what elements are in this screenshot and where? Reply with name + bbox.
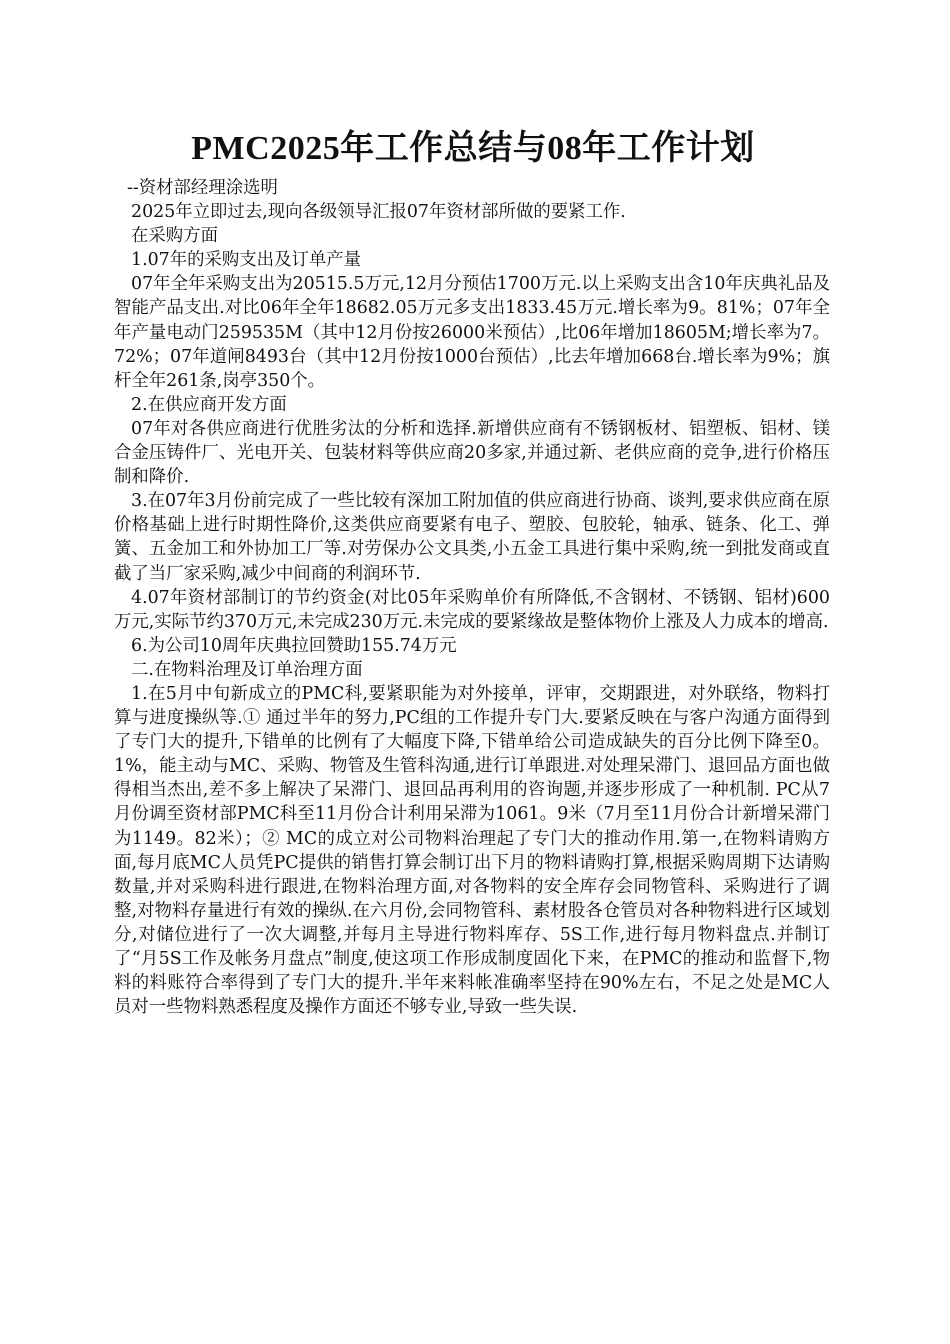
author-line: --资材部经理涂选明 (127, 178, 278, 198)
paragraph-supplier-development: 07年对各供应商进行优胜劣汰的分析和选择.新增供应商有不锈钢板材、铝塑板、铝材、镁合金压铸件厂、光电开关、包装材料等供应商20多家,并通过新、老供应商的竞争,进行价格压制和降价. (114, 418, 830, 488)
paragraph-supplier-negotiation: 3.在07年3月份前完成了一些比较有深加工附加值的供应商进行协商、谈判,要求供应商在原价格基础上进行时期性降价,这类供应商要紧有电子、塑胶、包胶轮，轴承、链条、化工、弹簧、五金加工和外协加工厂等.对劳保办公文具类,小五金工具进行集中采购,统一到批发商或直截了当厂家采购,减少中间商的利润环节. (114, 491, 830, 584)
document-body (114, 176, 830, 1019)
paragraph-intro: 2025年立即过去,现向各级领导汇报07年资材部所做的要紧工作. (131, 202, 626, 223)
subheading-procurement-spending: 1.07年的采购支出及订单产量 (131, 250, 362, 271)
section-heading-materials-management: 二.在物料治理及订单治理方面 (131, 659, 363, 680)
document-title: PMC2025年工作总结与08年工作计划 (191, 130, 755, 167)
paragraph-cost-savings: 4.07年资材部制订的节约资金(对比05年采购单价有所降低,不含钢材、不锈钢、铝材)600万元,实际节约370万元,未完成230万元.未完成的要紧缘故是整体物价上涨及人力成本的增高. (114, 587, 830, 632)
section-heading-procurement: 在采购方面 (131, 226, 218, 247)
subheading-supplier-development: 2.在供应商开发方面 (131, 394, 287, 415)
paragraph-pmc-section: 1.在5月中旬新成立的PMC科,要紧职能为对外接单，评审，交期跟进，对外联络，物料打算与进度操纵等.① 通过半年的努力,PC组的工作提升专门大.要紧反映在与客户沟通方面得到了专门大的提升,下错单的比例有了大幅度下降,下错单给公司造成缺失的百分比例下降至0。1%，能主动与MC、采购、物管及生管科沟通,进行订单跟进.对处理呆滞门、退回品方面也做得相当杰出,差不多上解决了呆滞门、退回品再利用的咨询题,并逐步形成了一种机制. PC从7月份调至资材部PMC科至11月份合计利用呆滞为1061。9米（7月至11月份合计新增呆滞门为1149。82米）；② MC的成立对公司物料治理起了专门大的推动作用.第一,在物料请购方面,每月底MC人员凭PC提供的销售打算会制订出下月的物料请购打算,根据采购周期下达请购数量,并对采购科进行跟进,在物料治理方面,对各物料的安全库存会同物管科、采购进行了调整,对物料存量进行有效的操纵.在六月份,会同物管科、素材股各仓管员对各种物料进行区域划分,对储位进行了一次大调整,并每月主导进行物料库存、5S工作,进行每月物料盘点.并制订了“月5S工作及帐务月盘点”制度,使这项工作形成制度固化下来，在PMC的推动和监督下,物料的料账符合率得到了专门大的提升.半年来料帐准确率坚持在90%左右，不足之处是MC人员对一些物料熟悉程度及操作方面还不够专业,导致一些失误. (114, 683, 830, 1018)
paragraph-sponsorship: 6.为公司10周年庆典拉回赞助155.74万元 (131, 635, 457, 656)
paragraph-procurement-spending: 07年全年采购支出为20515.5万元,12月分预估1700万元.以上采购支出含10年庆典礼品及智能产品支出.对比06年全年18682.05万元多支出1833.45万元.增长率为9。81%；07年全年产量电动门259535M（其中12月份按26000米预估）,比06年增加18605M;增长率为7。72%；07年道闸8493台（其中12月份按1000台预估）,比去年增加668台.增长率为9%；旗杆全年261条,岗亭350个。 (114, 274, 830, 391)
